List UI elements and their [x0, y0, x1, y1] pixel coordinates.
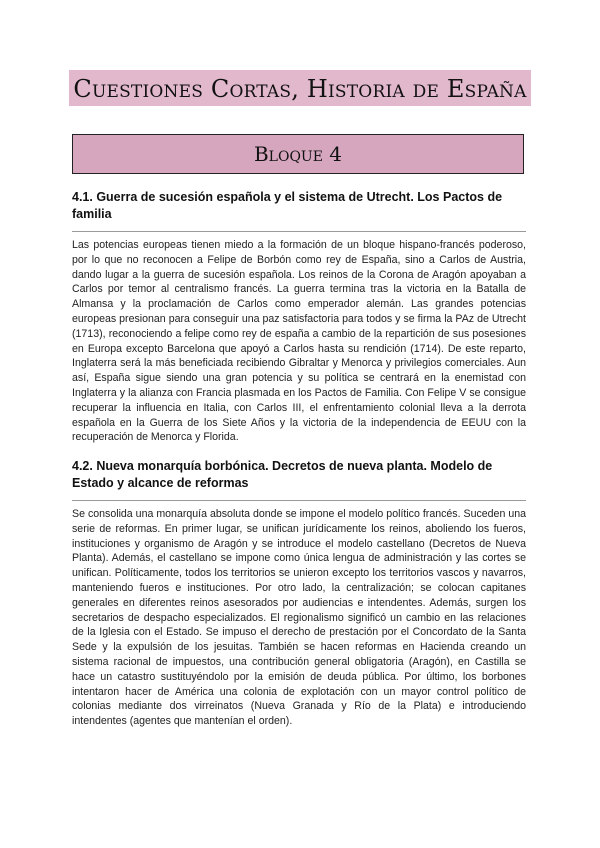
section-4-1	[72, 189, 526, 445]
section-divider	[72, 500, 526, 501]
page-title: Cuestiones Cortas, Historia de España	[69, 70, 530, 106]
section-heading: 4.2. Nueva monarquía borbónica. Decretos de nueva planta. Modelo de Estado y alcance de reformas	[72, 459, 493, 490]
page-title-container	[0, 70, 600, 106]
section-body: Las potencias europeas tienen miedo a la formación de un bloque hispano-francés poderoso, por lo que no reconocen a Felipe de Borbón como rey de España, sino a Carlos de Austria, dando lugar a la guerra de sucesión española. Los reinos de la Corona de Aragón apoyaban a Carlos por temor al centralismo francés. La guerra termina tras la victoria en la Batalla de Almansa y la proclamación de Carlos como emperador alemán. Las grandes potencias europeas presionan para conseguir una paz satisfactoria para todos y se firma la PAz de Utrecht (1713), reconociendo a felipe como rey de españa a cambio de la repartición de sus posesiones en Europa excepto Barcelona que apoyó a Carlos hasta su rendición (1714). De este reparto, Inglaterra será la más beneficiada recibiendo Gibraltar y Menorca y privilegios comerciales. Aun así, España sigue siendo una gran potencia y su política se centrará en la enemistad con Inglaterra y la alianza con Francia plasmada en los Pactos de Familia. Con Felipe V se consigue recuperar la influencia en Italia, con Carlos III, el enfrentamiento colonial lleva a la derrota española en la Guerra de los Siete Años y la victoria de la independencia de EEUU con la recuperación de Menorca y Florida.	[72, 239, 526, 444]
section-divider	[72, 231, 526, 232]
section-4-2	[72, 458, 526, 729]
block-label: Bloque 4	[253, 142, 343, 166]
block-banner	[72, 134, 524, 174]
section-heading: 4.1. Guerra de sucesión española y el sistema de Utrecht. Los Pactos de familia	[72, 190, 503, 221]
section-body: Se consolida una monarquía absoluta donde se impone el modelo político francés. Suceden una serie de reformas. En primer lugar, se unifican jurídicamente los reinos, aboliendo los fueros, instituciones y organismo de Aragón y se introduce el modelo castellano (Decretos de Nueva Planta). Además, el castellano se impone como única lengua de administración y las cortes se unifican. Políticamente, todos los territorios se unieron excepto los territorios vascos y navarros, manteniendo fueros e instituciones. Por otro lado, la centralización; se colocan capitanes generales en diferentes reinos asesorados por audiencias e intendentes. Además, surgen los secretarios de despacho especializados. El regionalismo significó un cambio en las relaciones de la Iglesia con el Estado. Se impuso el derecho de prestación por el Concordato de la Santa Sede y la expulsión de los jesuitas. También se hacen reformas en Hacienda creando un sistema racional de impuestos, una contribución general obligatoria (Aragón), en Castilla se hace un catastro sustituyéndolo por la emisión de deuda pública. Por último, los borbones intentaron hacer de América una colonia de explotación con un mayor control político de colonias mediante dos virreinatos (Nueva Granada y Río de la Plata) e introduciendo intendentes (agentes que mantenían el orden).	[72, 508, 526, 728]
